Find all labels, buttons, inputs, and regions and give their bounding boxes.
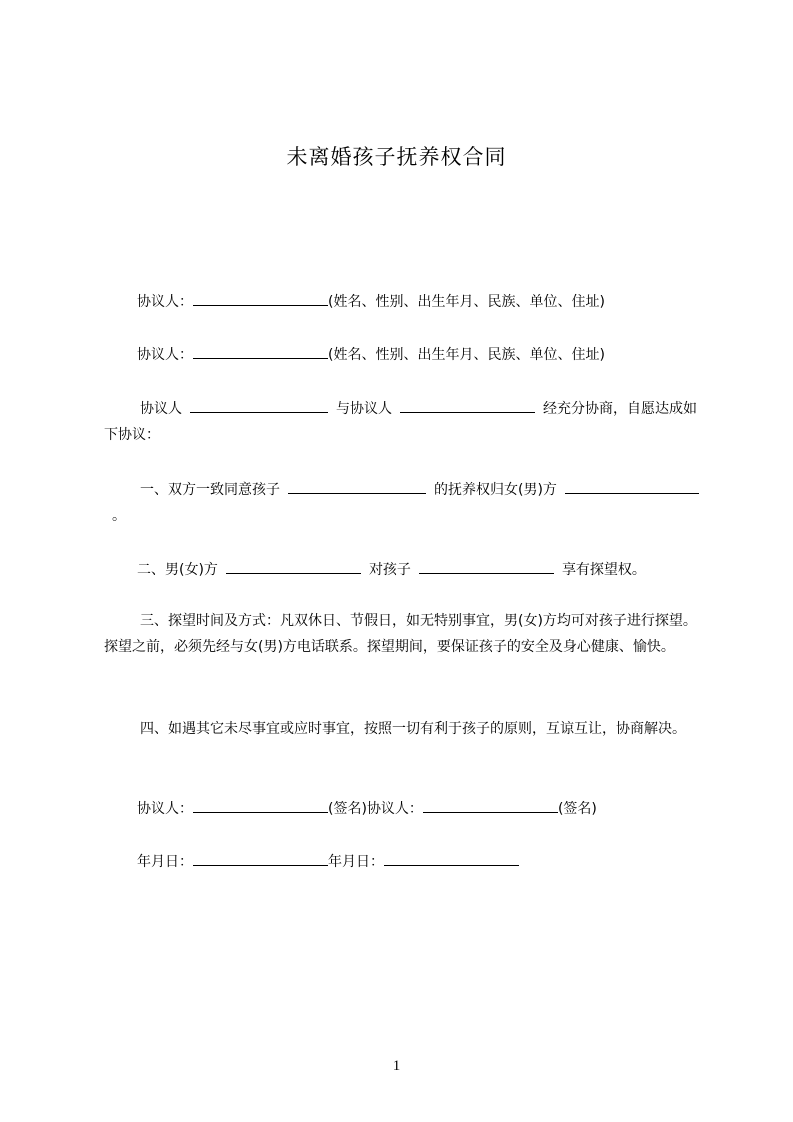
preamble-paragraph [104, 396, 704, 448]
signature-blank-1[interactable] [193, 798, 328, 813]
clause-1-blank-1[interactable] [288, 479, 426, 494]
document-title: 未离婚孩子抚养权合同 [286, 145, 507, 169]
preamble-text-2: 与协议人 [336, 401, 392, 417]
party2-note: (姓名、性别、出生年月、民族、单位、住址) [328, 347, 605, 363]
date-label-1: 年月日： [137, 854, 193, 870]
clause-1-blank-2[interactable] [565, 479, 661, 494]
signature-blank-2[interactable] [423, 798, 558, 813]
party2-label: 协议人： [137, 347, 193, 363]
signature-sign-2: (签名) [557, 801, 597, 817]
clause-2-blank-2[interactable] [419, 559, 554, 574]
date-blank-2[interactable] [384, 851, 519, 866]
clause-2-line [137, 559, 646, 580]
party1-line [137, 291, 605, 312]
clause-1-text-3: 。 [112, 508, 126, 524]
party2-blank[interactable] [193, 344, 328, 359]
party1-note: (姓名、性别、出生年月、民族、单位、住址) [328, 294, 605, 310]
date-blank-1[interactable] [193, 851, 328, 866]
signature-label-2: 协议人： [366, 801, 423, 817]
clause-2-text-2: 对孩子 [368, 562, 411, 578]
preamble-text-3: 经充分协商，自愿达成如下协议： [104, 401, 697, 443]
party1-label: 协议人： [137, 294, 193, 310]
page-number: 1 [392, 1058, 401, 1074]
clause-1-text-2: 的抚养权归女(男)方 [434, 482, 557, 498]
party2-line [137, 344, 605, 365]
date-label-2: 年月日： [328, 854, 384, 870]
clause-2-text-1: 二、男(女)方 [137, 562, 218, 578]
clause-1-blank-3[interactable] [661, 479, 699, 494]
signature-sign-1: (签名) [328, 801, 367, 817]
clause-2-blank-1[interactable] [226, 559, 361, 574]
preamble-blank-1[interactable] [190, 398, 328, 413]
clause-4-paragraph: 四、如遇其它未尽事宜或应时事宜，按照一切有利于孩子的原则，互谅互让，协商解决。 [140, 721, 686, 737]
clause-3-paragraph: 三、探望时间及方式：凡双休日、节假日，如无特别事宜，男(女)方均可对孩子进行探望。探望之前，必须先经与女(男)方电话联系。探望期间，要保证孩子的安全及身心健康、愉快。 [104, 613, 697, 655]
clause-1-paragraph [104, 477, 704, 529]
preamble-blank-2[interactable] [400, 398, 535, 413]
clause-1-text-1: 一、双方一致同意孩子 [140, 482, 280, 498]
party1-blank[interactable] [193, 291, 328, 306]
clause-2-text-3: 享有探望权。 [561, 562, 646, 578]
signature-line [137, 798, 597, 819]
preamble-text-1: 协议人 [140, 401, 182, 417]
date-line [137, 851, 519, 872]
signature-label-1: 协议人： [137, 801, 193, 817]
